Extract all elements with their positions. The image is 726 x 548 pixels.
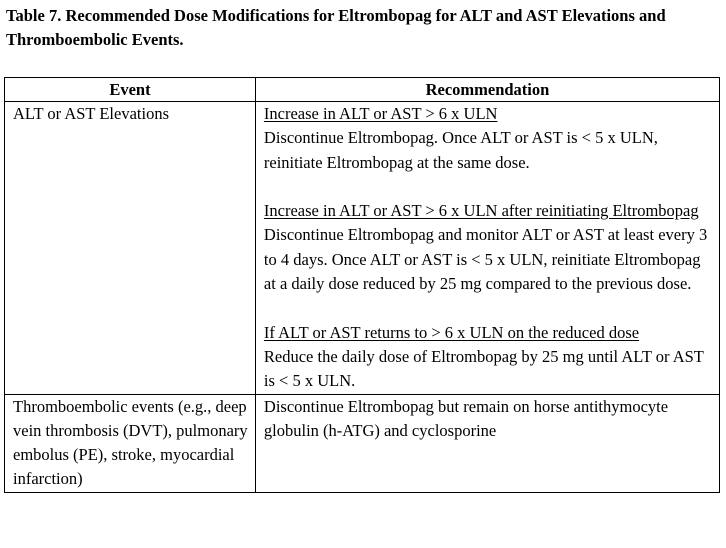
paragraph-gap [264, 296, 713, 320]
table-row-alt-ast [5, 102, 720, 395]
paragraph-gap [264, 175, 713, 199]
table-header-row [5, 78, 720, 102]
event-cell-thromboembolic: Thromboembolic events (e.g., deep vein thrombosis (DVT), pulmonary embolus (PE), stroke, myocardial infarction) [5, 394, 256, 492]
event-cell-alt-ast: ALT or AST Elevations [5, 102, 256, 395]
column-header-recommendation: Recommendation [255, 78, 719, 102]
condition-text: Increase in ALT or AST > 6 x ULN after reinitiating Eltrombopag [263, 201, 699, 221]
condition-text: If ALT or AST returns to > 6 x ULN on the reduced dose [263, 322, 640, 342]
table-row-thromboembolic [5, 394, 720, 492]
dose-modification-table [4, 77, 720, 493]
recommendation-cell-alt-ast [255, 102, 719, 395]
action-text: Reduce the daily dose of Eltrombopag by 25 mg until ALT or AST is < 5 x ULN. [263, 346, 704, 391]
recommendation-cell-thromboembolic: Discontinue Eltrombopag but remain on horse antithymocyte globulin (h-ATG) and cyclosporine [255, 394, 719, 492]
condition-text: Increase in ALT or AST > 6 x ULN [263, 104, 498, 123]
table-caption: Table 7. Recommended Dose Modifications for Eltrombopag for ALT and AST Elevations and Thromboembolic Events. [6, 6, 666, 49]
column-header-event: Event [5, 78, 256, 102]
action-text: Discontinue Eltrombopag. Once ALT or AST is < 5 x ULN, reinitiate Eltrombopag at the same dose. [263, 128, 658, 172]
action-text: Discontinue Eltrombopag and monitor ALT or AST at least every 3 to 4 days. Once ALT or AST is < 5 x ULN, reinitiate Eltrombopag at a daily dose reduced by 25 mg compared to the previous dose. [263, 225, 708, 294]
